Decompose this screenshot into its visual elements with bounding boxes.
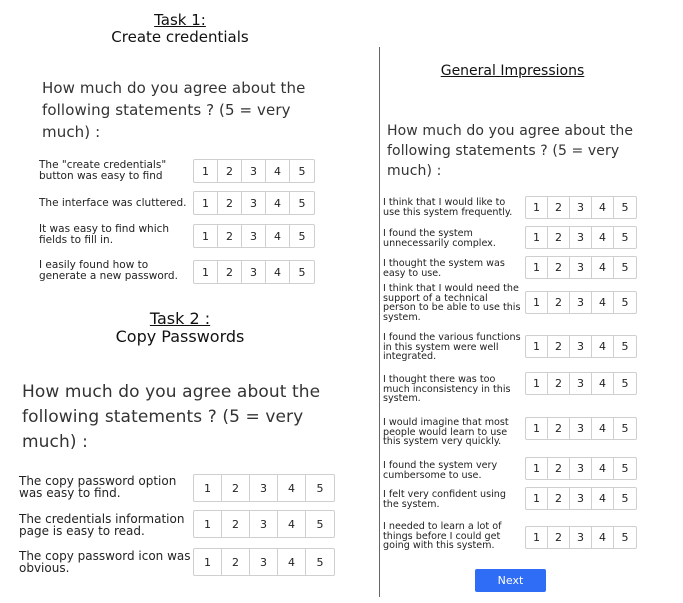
rating-option-1[interactable]: 1 xyxy=(194,511,222,537)
rating-option-4[interactable]: 4 xyxy=(278,475,306,501)
rating-option-4[interactable]: 4 xyxy=(592,292,614,313)
task1-title: Task 1: xyxy=(154,11,206,29)
general-statement-4: I think that I would need the support of a technical person to be able to use this system. xyxy=(383,283,521,323)
rating-option-3[interactable]: 3 xyxy=(250,549,278,575)
general-rating-2 xyxy=(525,226,637,249)
rating-option-5[interactable]: 5 xyxy=(298,265,306,279)
task1-rating-3 xyxy=(193,224,315,248)
rating-option-3[interactable]: 3 xyxy=(570,527,592,548)
task1-statement-2: The interface was cluttered. xyxy=(39,197,187,209)
task2-heading xyxy=(80,310,280,346)
general-prompt: How much do you agree about the following statements ? (5 = very much) : xyxy=(387,123,634,179)
task1-rating-4 xyxy=(193,260,315,284)
rating-option-5[interactable]: 5 xyxy=(298,196,306,210)
rating-option-1[interactable]: 1 xyxy=(194,549,222,575)
task2-statement-2: The credentials information page is easy to read. xyxy=(19,512,185,538)
task1-heading xyxy=(80,12,280,46)
rating-option-5[interactable]: 5 xyxy=(316,555,324,569)
rating-option-3[interactable]: 3 xyxy=(242,192,266,214)
general-statement-2: I found the system unnecessarily complex. xyxy=(383,228,496,249)
rating-option-3[interactable]: 3 xyxy=(570,292,592,313)
general-statement-6: I thought there was too much inconsistency in this system. xyxy=(383,374,511,405)
general-rating-6 xyxy=(525,372,637,395)
rating-option-3[interactable]: 3 xyxy=(242,261,266,283)
rating-option-3[interactable]: 3 xyxy=(242,160,266,182)
task1-statement-4: I easily found how to generate a new password. xyxy=(39,259,178,282)
rating-option-2[interactable]: 2 xyxy=(222,511,250,537)
rating-option-5[interactable]: 5 xyxy=(621,377,629,390)
rating-option-1[interactable]: 1 xyxy=(526,227,548,248)
rating-option-4[interactable]: 4 xyxy=(592,227,614,248)
rating-option-1[interactable]: 1 xyxy=(194,225,218,247)
rating-option-5[interactable]: 5 xyxy=(298,164,306,178)
rating-option-2[interactable]: 2 xyxy=(548,488,570,509)
rating-option-4[interactable]: 4 xyxy=(266,225,290,247)
general-rating-10 xyxy=(525,526,637,549)
rating-option-2[interactable]: 2 xyxy=(548,336,570,357)
task2-statement-1: The copy password option was easy to find. xyxy=(19,474,177,500)
rating-option-2[interactable]: 2 xyxy=(548,418,570,439)
rating-option-3[interactable]: 3 xyxy=(242,225,266,247)
rating-option-4[interactable]: 4 xyxy=(278,511,306,537)
rating-option-5[interactable]: 5 xyxy=(621,231,629,244)
rating-option-2[interactable]: 2 xyxy=(222,475,250,501)
rating-option-5[interactable]: 5 xyxy=(621,201,629,214)
rating-option-1[interactable]: 1 xyxy=(526,257,548,278)
task2-statement-3: The copy password icon was obvious. xyxy=(19,549,191,575)
rating-option-1[interactable]: 1 xyxy=(194,192,218,214)
task1-statement-3: It was easy to find which fields to fill in. xyxy=(39,223,170,246)
rating-option-3[interactable]: 3 xyxy=(570,373,592,394)
rating-option-2[interactable]: 2 xyxy=(548,257,570,278)
task1-statement-1: The "create credentials" button was easy to find xyxy=(39,159,167,182)
general-statement-7: I would imagine that most people would learn to use this system very quickly. xyxy=(383,417,509,448)
rating-option-4[interactable]: 4 xyxy=(592,527,614,548)
rating-option-3[interactable]: 3 xyxy=(570,197,592,218)
rating-option-5[interactable]: 5 xyxy=(621,462,629,475)
rating-option-3[interactable]: 3 xyxy=(250,475,278,501)
rating-option-1[interactable]: 1 xyxy=(526,197,548,218)
general-statement-8: I found the system very cumbersome to use. xyxy=(383,460,498,481)
rating-option-5[interactable]: 5 xyxy=(316,481,324,495)
next-button[interactable]: Next xyxy=(475,569,546,592)
rating-option-5[interactable]: 5 xyxy=(621,531,629,544)
general-statement-5: I found the various functions in this system were well integrated. xyxy=(383,332,521,363)
rating-option-2[interactable]: 2 xyxy=(548,227,570,248)
rating-option-2[interactable]: 2 xyxy=(548,292,570,313)
rating-option-4[interactable]: 4 xyxy=(266,261,290,283)
column-divider xyxy=(379,47,380,597)
general-title: General Impressions xyxy=(440,63,585,79)
general-statement-3: I thought the system was easy to use. xyxy=(383,258,505,279)
rating-option-3[interactable]: 3 xyxy=(570,227,592,248)
rating-option-2[interactable]: 2 xyxy=(548,373,570,394)
task2-title: Task 2 : xyxy=(149,309,211,328)
rating-option-3[interactable]: 3 xyxy=(570,418,592,439)
rating-option-3[interactable]: 3 xyxy=(570,488,592,509)
rating-option-5[interactable]: 5 xyxy=(621,422,629,435)
rating-option-2[interactable]: 2 xyxy=(222,549,250,575)
rating-option-3[interactable]: 3 xyxy=(250,511,278,537)
general-heading xyxy=(420,63,605,80)
rating-option-2[interactable]: 2 xyxy=(218,192,242,214)
general-statement-1: I think that I would like to use this system frequently. xyxy=(383,197,513,218)
general-rating-8 xyxy=(525,457,637,480)
general-rating-1 xyxy=(525,196,637,219)
rating-option-4[interactable]: 4 xyxy=(592,257,614,278)
rating-option-3[interactable]: 3 xyxy=(570,257,592,278)
rating-option-1[interactable]: 1 xyxy=(194,261,218,283)
rating-option-4[interactable]: 4 xyxy=(592,418,614,439)
rating-option-1[interactable]: 1 xyxy=(194,160,218,182)
rating-option-2[interactable]: 2 xyxy=(548,458,570,479)
general-statement-10: I needed to learn a lot of things before I could get going with this system. xyxy=(383,521,502,552)
rating-option-1[interactable]: 1 xyxy=(526,458,548,479)
task1-prompt: How much do you agree about the following statements ? (5 = very much) : xyxy=(42,79,306,141)
rating-option-5[interactable]: 5 xyxy=(298,229,306,243)
rating-option-1[interactable]: 1 xyxy=(526,292,548,313)
rating-option-2[interactable]: 2 xyxy=(218,225,242,247)
rating-option-4[interactable]: 4 xyxy=(278,549,306,575)
task2-rating-1 xyxy=(193,474,335,502)
rating-option-4[interactable]: 4 xyxy=(266,160,290,182)
rating-option-2[interactable]: 2 xyxy=(548,527,570,548)
rating-option-1[interactable]: 1 xyxy=(526,488,548,509)
rating-option-5[interactable]: 5 xyxy=(621,492,629,505)
task1-rating-2 xyxy=(193,191,315,215)
rating-option-4[interactable]: 4 xyxy=(592,373,614,394)
rating-option-4[interactable]: 4 xyxy=(592,488,614,509)
task2-prompt: How much do you agree about the following statements ? (5 = very much) : xyxy=(22,382,321,452)
rating-option-5[interactable]: 5 xyxy=(621,261,629,274)
rating-option-1[interactable]: 1 xyxy=(194,475,222,501)
rating-option-4[interactable]: 4 xyxy=(592,197,614,218)
general-rating-4 xyxy=(525,291,637,314)
general-rating-3 xyxy=(525,256,637,279)
rating-option-4[interactable]: 4 xyxy=(592,336,614,357)
rating-option-4[interactable]: 4 xyxy=(266,192,290,214)
general-statement-9: I felt very confident using the system. xyxy=(383,489,506,510)
rating-option-5[interactable]: 5 xyxy=(621,296,629,309)
task1-subtitle: Create credentials xyxy=(111,28,249,46)
rating-option-3[interactable]: 3 xyxy=(570,458,592,479)
rating-option-2[interactable]: 2 xyxy=(218,261,242,283)
rating-option-1[interactable]: 1 xyxy=(526,373,548,394)
task2-rating-3 xyxy=(193,548,335,576)
rating-option-4[interactable]: 4 xyxy=(592,458,614,479)
general-rating-9 xyxy=(525,487,637,510)
general-rating-5 xyxy=(525,335,637,358)
rating-option-3[interactable]: 3 xyxy=(570,336,592,357)
task1-rating-1 xyxy=(193,159,315,183)
rating-option-5[interactable]: 5 xyxy=(621,340,629,353)
task2-rating-2 xyxy=(193,510,335,538)
rating-option-1[interactable]: 1 xyxy=(526,527,548,548)
task2-subtitle: Copy Passwords xyxy=(115,327,245,346)
rating-option-1[interactable]: 1 xyxy=(526,418,548,439)
rating-option-2[interactable]: 2 xyxy=(218,160,242,182)
rating-option-1[interactable]: 1 xyxy=(526,336,548,357)
rating-option-2[interactable]: 2 xyxy=(548,197,570,218)
rating-option-5[interactable]: 5 xyxy=(316,517,324,531)
general-rating-7 xyxy=(525,417,637,440)
